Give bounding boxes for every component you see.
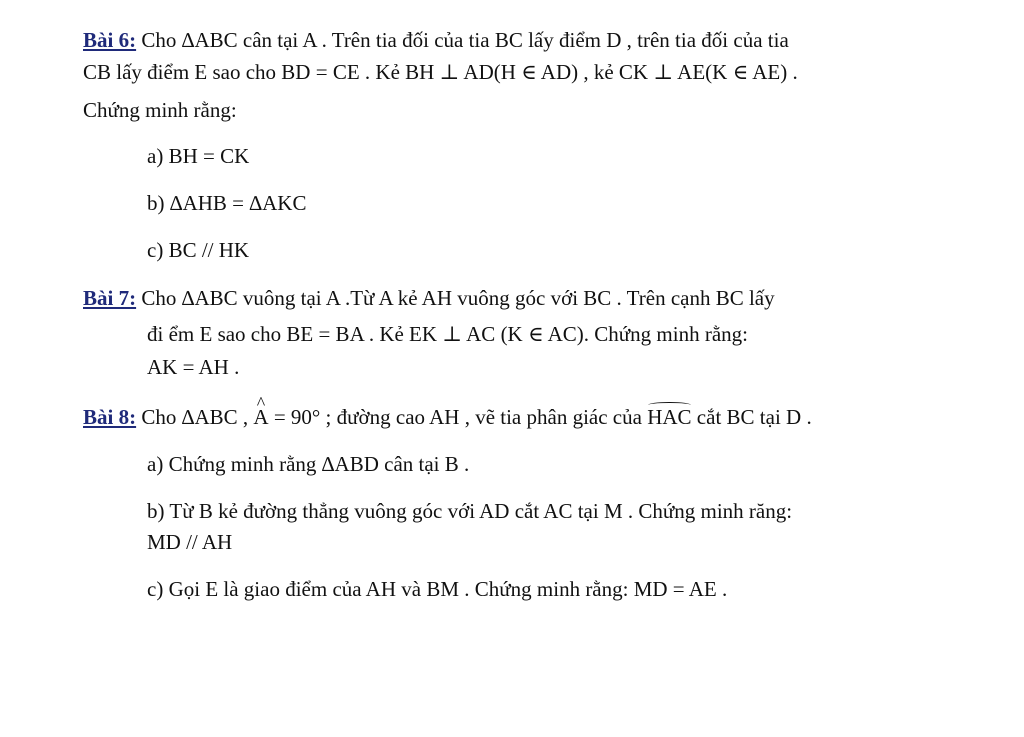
bai6-line2: CB lấy điểm E sao cho BD = CE . Kẻ BH ⊥ AD(H ∈ AD) , kẻ CK ⊥ AE(K ∈ AE) . <box>83 60 798 84</box>
bai7-line1 <box>83 285 775 311</box>
bai8-item-c: c) Gọi E là giao điểm của AH và BM . Chứng minh rằng: MD = AE . <box>147 577 728 601</box>
bai7-line3: AK = AH . <box>147 355 240 379</box>
bai6-item-c: c) BC // HK <box>147 238 250 262</box>
bai7-title: Bài 7: <box>83 286 137 310</box>
bai8-item-b1: b) Từ B kẻ đường thẳng vuông góc với AD cắt AC tại M . Chứng minh răng: <box>147 499 793 523</box>
bai7-line1-text: Cho ∆ABC vuông tại A .Từ A kẻ AH vuông góc với BC . Trên cạnh BC lấy <box>136 286 775 310</box>
bai6-title: Bài 6: <box>83 28 137 52</box>
bai8-line1-b: = 90° ; đường cao AH , vẽ tia phân giác của <box>268 405 648 429</box>
bai8-item-a: a) Chứng minh rằng ∆ABD cân tại B . <box>147 452 470 476</box>
bai6-item-b: b) ∆AHB = ∆AKC <box>147 191 307 215</box>
bai8-line1-c: cắt BC tại D . <box>691 405 812 429</box>
bai6-line3: Chứng minh rằng: <box>83 98 237 122</box>
bai8-line1-a: Cho ∆ABC , <box>136 405 254 429</box>
angle-a-symbol: ^ A <box>253 404 268 430</box>
angle-hac-symbol: HAC <box>647 405 692 429</box>
bai8-item-b2: MD // AH <box>147 530 233 554</box>
bai8-line1 <box>83 404 812 430</box>
bai7-line2: đi ểm E sao cho BE = BA . Kẻ EK ⊥ AC (K ∈ AC). Chứng minh rằng: <box>147 322 748 346</box>
bai6-line1 <box>83 27 789 53</box>
bai8-title: Bài 8: <box>83 405 137 429</box>
bai6-item-a: a) BH = CK <box>147 144 250 168</box>
bai6-line1-text: Cho ∆ABC cân tại A . Trên tia đối của tia BC lấy điểm D , trên tia đối của tia <box>136 28 789 52</box>
